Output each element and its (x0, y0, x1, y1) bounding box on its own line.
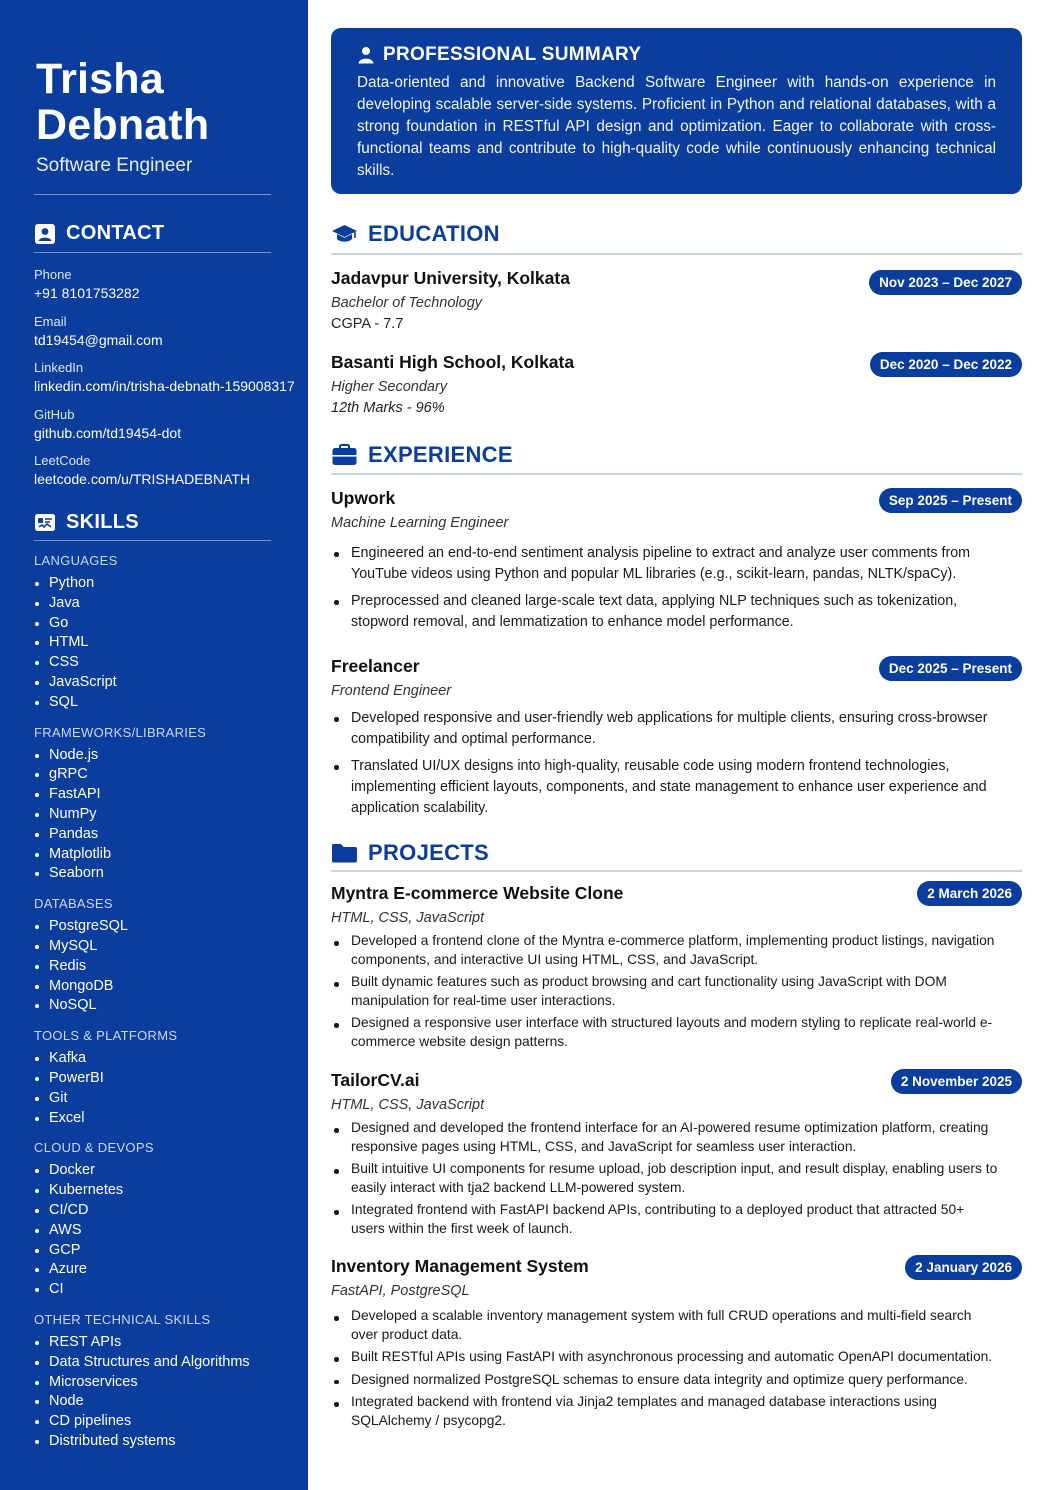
skill-group-title: LANGUAGES (34, 553, 118, 568)
linkedin-link[interactable]: linkedin.com/in/trisha-debnath-159008317 (34, 378, 295, 394)
skill-item: CI/CD (34, 1201, 304, 1221)
contact-label: LeetCode (34, 453, 91, 468)
candidate-name (36, 56, 209, 148)
graduation-cap-icon (331, 223, 358, 245)
skill-item: Excel (34, 1109, 304, 1129)
leetcode-link[interactable]: leetcode.com/u/TRISHADEBNATH (34, 471, 251, 487)
contact-linkedin (34, 359, 304, 406)
skill-group-cloud (34, 1140, 304, 1300)
bullet-list (331, 932, 1022, 1051)
bullet-item: Built intuitive UI components for resume upload, job description input, and result display, enabling users to easily interact with tja2 backend LLM-powered system. (331, 1160, 1001, 1197)
skill-item: Matplotlib (34, 845, 304, 865)
tech-stack: FastAPI, PostgreSQL (331, 1283, 470, 1299)
skill-item: Node (34, 1392, 304, 1412)
date-badge: Sep 2025 – Present (879, 488, 1022, 513)
bullet-item: Designed normalized PostgreSQL schemas to ensure data integrity and optimize query performance. (331, 1371, 1001, 1390)
last-name: Debnath (36, 101, 210, 149)
skill-item: AWS (34, 1221, 304, 1241)
skill-item: SQL (34, 693, 304, 713)
skill-item: FastAPI (34, 785, 304, 805)
skill-item: HTML (34, 633, 304, 653)
skills-list (34, 553, 304, 1464)
bullet-item: Preprocessed and cleaned large-scale text data, applying NLP techniques such as tokenization, stopword removal, and lemmatization to enhance model performance. (331, 591, 1001, 633)
divider (34, 540, 271, 541)
skill-group-databases (34, 896, 304, 1016)
skill-group-other (34, 1312, 304, 1452)
bullet-item: Designed and developed the frontend interface for an AI-powered resume optimization platform, creating responsive pages using HTML, CSS, and JavaScript for seamless user interaction. (331, 1119, 1001, 1156)
project-name: Myntra E-commerce Website Clone (331, 883, 624, 903)
divider (34, 252, 271, 253)
project-entry (331, 1070, 1022, 1242)
skills-board-icon (34, 512, 56, 534)
contact-github (34, 406, 304, 453)
degree: Bachelor of Technology (331, 295, 483, 311)
tech-stack: HTML, CSS, JavaScript (331, 910, 485, 926)
education-heading (331, 221, 1022, 247)
summary-text: Data-oriented and innovative Backend Software Engineer with hands-on experience in developing scalable server-side systems. Proficient in Python and relational databases, with a strong foundation in RESTful API design and optimization. Eager to collaborate with cross-functional teams and contribute to high-quality code while continuously enhancing technical skills. (357, 74, 996, 179)
tech-stack: HTML, CSS, JavaScript (331, 1097, 485, 1113)
skills-heading (34, 511, 139, 534)
contact-label: Phone (34, 267, 72, 282)
skill-item: MongoDB (34, 977, 304, 997)
skill-item: NoSQL (34, 996, 304, 1016)
bullet-item: Built RESTful APIs using FastAPI with asynchronous processing and automatic OpenAPI documentation. (331, 1348, 1001, 1367)
project-name: Inventory Management System (331, 1256, 589, 1276)
skill-item: NumPy (34, 805, 304, 825)
bullet-item: Integrated frontend with FastAPI backend APIs, contributing to a deployed product that attracted 50+ users within the first week of launch. (331, 1201, 1001, 1238)
bullet-item: Built dynamic features such as product browsing and cart functionality using JavaScript with DOM manipulation for real-time user interactions. (331, 973, 1001, 1010)
skill-group-languages (34, 553, 304, 713)
education-entry (331, 268, 1022, 332)
github-link[interactable]: github.com/td19454-dot (34, 424, 182, 441)
company-name: Freelancer (331, 656, 420, 676)
project-entry (331, 1256, 1022, 1434)
briefcase-icon (331, 444, 358, 466)
skill-group-title: DATABASES (34, 896, 113, 912)
projects-heading-label: PROJECTS (368, 840, 489, 865)
skill-group-frameworks (34, 725, 304, 885)
skill-item: Data Structures and Algorithms (34, 1353, 304, 1373)
skill-item: Seaborn (34, 864, 304, 884)
skill-item: Pandas (34, 825, 304, 845)
date-badge: 2 March 2026 (917, 881, 1022, 906)
date-badge: 2 January 2026 (905, 1255, 1022, 1280)
divider (34, 194, 271, 195)
summary-heading-label: PROFESSIONAL SUMMARY (383, 44, 642, 65)
experience-entry (331, 488, 1022, 639)
contact-label: LinkedIn (34, 360, 84, 375)
bullet-item: Translated UI/UX designs into high-quality, reusable code using modern frontend technologies, implementing efficient layouts, components, and state management to enhance user experience and application scalability. (331, 756, 1001, 819)
skill-item: PowerBI (34, 1069, 304, 1089)
bullet-list (331, 1119, 1022, 1238)
skill-item: Azure (34, 1260, 304, 1280)
skill-item: Git (34, 1089, 304, 1109)
user-icon (357, 46, 375, 64)
contact-card-icon (34, 223, 56, 245)
contact-label: GitHub (34, 406, 75, 422)
contact-leetcode (34, 452, 304, 499)
bullet-item: Integrated backend with frontend via Jinja2 templates and managed database interactions using SQLAlchemy / psycopg2. (331, 1393, 1001, 1430)
date-badge: Dec 2020 – Dec 2022 (870, 352, 1022, 377)
contact-heading (34, 222, 164, 245)
projects-heading (331, 840, 1022, 866)
skill-item: PostgreSQL (34, 917, 304, 937)
section-divider (331, 473, 1022, 475)
experience-entry (331, 656, 1022, 825)
skill-item: Python (34, 574, 304, 594)
section-divider (331, 870, 1022, 872)
bullet-item: Developed responsive and user-friendly web applications for multiple clients, ensuring cross-browser compatibility and optimal performance. (331, 708, 1001, 750)
contact-list (34, 266, 304, 499)
bullet-item: Developed a frontend clone of the Myntra e-commerce platform, implementing product listings, navigation components, and interactive UI using HTML, CSS, and JavaScript. (331, 932, 1001, 969)
bullet-list (331, 543, 1022, 633)
skill-item: Redis (34, 957, 304, 977)
grade: 12th Marks - 96% (331, 400, 445, 416)
bullet-item: Engineered an end-to-end sentiment analysis pipeline to extract and analyze user comments from YouTube videos using Python and popular ML libraries (e.g., scikit-learn, pandas, NLTK/spaCy). (331, 543, 1001, 585)
skill-item: Go (34, 614, 304, 634)
company-name: Upwork (331, 488, 396, 508)
skill-item: Kubernetes (34, 1181, 304, 1201)
education-entry (331, 352, 1022, 416)
experience-heading-label: EXPERIENCE (368, 442, 513, 467)
institution-name: Jadavpur University, Kolkata (331, 268, 570, 288)
skill-item: Kafka (34, 1049, 304, 1069)
skill-item: CD pipelines (34, 1412, 304, 1432)
bullet-item: Developed a scalable inventory management system with full CRUD operations and multi-field search over product data. (331, 1307, 1001, 1344)
job-title: Frontend Engineer (331, 683, 452, 699)
bullet-item: Designed a responsive user interface with structured layouts and modern styling to replicate real-world e-commerce website design patterns. (331, 1014, 1001, 1051)
project-entry (331, 883, 1022, 1055)
sidebar (0, 0, 308, 1490)
email-link[interactable]: td19454@gmail.com (34, 331, 163, 348)
institution-name: Basanti High School, Kolkata (331, 352, 575, 372)
section-divider (331, 253, 1022, 255)
skill-item: GCP (34, 1241, 304, 1261)
bullet-list (331, 708, 1022, 819)
candidate-role: Software Engineer (36, 155, 193, 176)
degree: Higher Secondary (331, 379, 448, 395)
date-badge: Nov 2023 – Dec 2027 (869, 270, 1022, 295)
skill-item: CI (34, 1280, 304, 1300)
skill-item: Node.js (34, 746, 304, 766)
contact-heading-label: CONTACT (66, 222, 165, 244)
skill-item: REST APIs (34, 1333, 304, 1353)
contact-email (34, 313, 304, 360)
skill-group-title: CLOUD & DEVOPS (34, 1140, 154, 1156)
bullet-list (331, 1307, 1022, 1430)
contact-phone (34, 266, 304, 313)
skill-group-title: FRAMEWORKS/LIBRARIES (34, 724, 207, 740)
skill-group-title: OTHER TECHNICAL SKILLS (34, 1311, 211, 1327)
job-title: Machine Learning Engineer (331, 515, 509, 531)
skill-item: MySQL (34, 937, 304, 957)
skill-group-tools (34, 1028, 304, 1128)
education-heading-label: EDUCATION (368, 221, 500, 246)
project-name: TailorCV.ai (331, 1070, 420, 1090)
skill-group-title: TOOLS & PLATFORMS (34, 1028, 178, 1044)
contact-label: Email (34, 313, 67, 329)
summary-heading (357, 44, 996, 66)
folder-icon (331, 842, 358, 864)
skill-item: gRPC (34, 765, 304, 785)
skill-item: Java (34, 594, 304, 614)
skills-heading-label: SKILLS (66, 511, 139, 533)
skill-item: JavaScript (34, 673, 304, 693)
skill-item: CSS (34, 653, 304, 673)
skill-item: Distributed systems (34, 1432, 304, 1452)
skill-item: Microservices (34, 1373, 304, 1393)
date-badge: 2 November 2025 (891, 1069, 1022, 1094)
phone-value[interactable]: +91 8101753282 (34, 285, 140, 301)
experience-heading (331, 442, 1022, 468)
skill-item: Docker (34, 1161, 304, 1181)
summary-section (331, 28, 1022, 194)
grade: CGPA - 7.7 (331, 316, 404, 332)
date-badge: Dec 2025 – Present (879, 656, 1022, 681)
first-name: Trisha (36, 55, 164, 103)
